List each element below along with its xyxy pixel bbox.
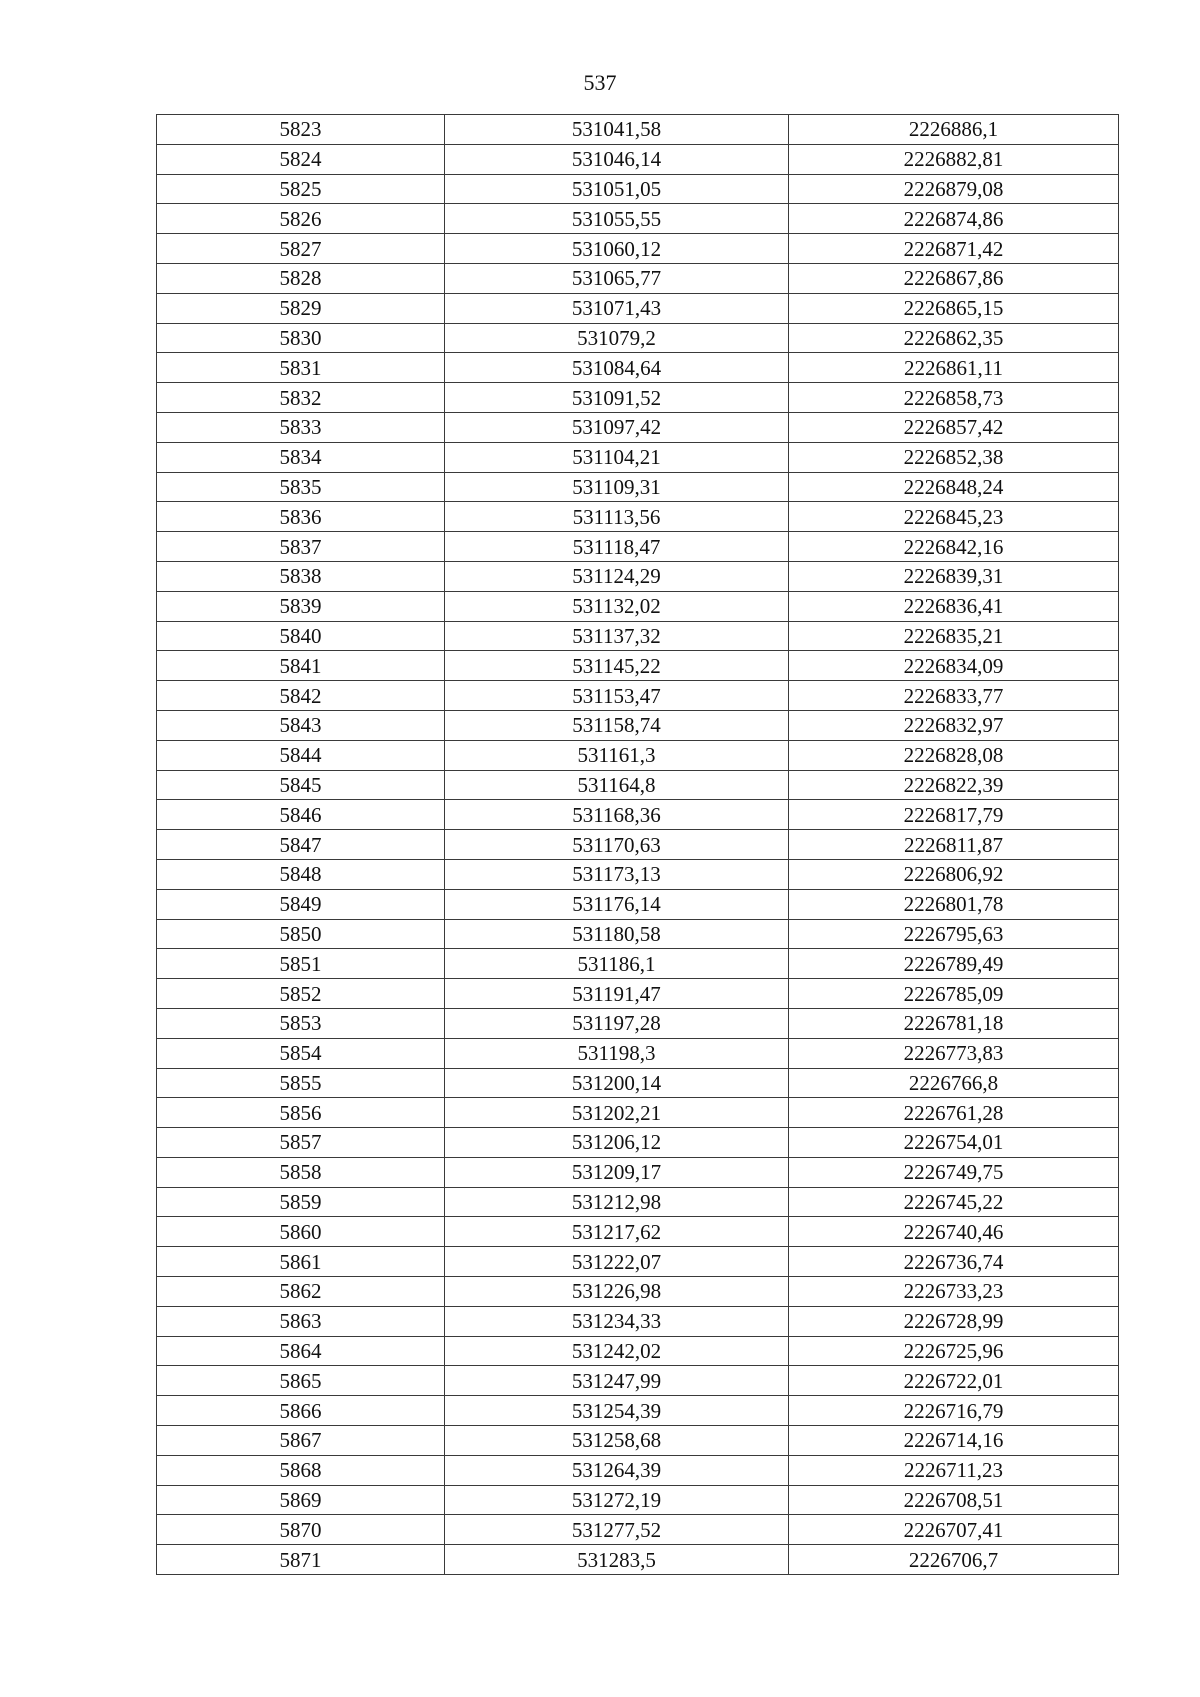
table-row [157, 1545, 1119, 1575]
table-row [157, 621, 1119, 651]
x-coordinate-cell: 531164,8 [445, 770, 789, 800]
x-coordinate-cell: 531170,63 [445, 830, 789, 860]
table-row [157, 1396, 1119, 1426]
table-row [157, 323, 1119, 353]
table-row [157, 1515, 1119, 1545]
x-coordinate-cell: 531173,13 [445, 859, 789, 889]
point-number-cell: 5840 [157, 621, 445, 651]
point-number-cell: 5849 [157, 889, 445, 919]
x-coordinate-cell: 531055,55 [445, 204, 789, 234]
table-row [157, 1217, 1119, 1247]
y-coordinate-cell: 2226817,79 [789, 800, 1119, 830]
point-number-cell: 5853 [157, 1008, 445, 1038]
table-row [157, 1336, 1119, 1366]
table-row [157, 532, 1119, 562]
point-number-cell: 5848 [157, 859, 445, 889]
x-coordinate-cell: 531041,58 [445, 115, 789, 145]
y-coordinate-cell: 2226711,23 [789, 1455, 1119, 1485]
x-coordinate-cell: 531209,17 [445, 1157, 789, 1187]
x-coordinate-cell: 531197,28 [445, 1008, 789, 1038]
x-coordinate-cell: 531109,31 [445, 472, 789, 502]
x-coordinate-cell: 531264,39 [445, 1455, 789, 1485]
point-number-cell: 5863 [157, 1306, 445, 1336]
y-coordinate-cell: 2226761,28 [789, 1098, 1119, 1128]
point-number-cell: 5847 [157, 830, 445, 860]
point-number-cell: 5839 [157, 591, 445, 621]
point-number-cell: 5860 [157, 1217, 445, 1247]
table-row [157, 1128, 1119, 1158]
table-row [157, 800, 1119, 830]
x-coordinate-cell: 531161,3 [445, 740, 789, 770]
x-coordinate-cell: 531272,19 [445, 1485, 789, 1515]
y-coordinate-cell: 2226716,79 [789, 1396, 1119, 1426]
table-row [157, 651, 1119, 681]
point-number-cell: 5861 [157, 1247, 445, 1277]
y-coordinate-cell: 2226728,99 [789, 1306, 1119, 1336]
table-row [157, 1247, 1119, 1277]
point-number-cell: 5841 [157, 651, 445, 681]
point-number-cell: 5855 [157, 1068, 445, 1098]
x-coordinate-cell: 531145,22 [445, 651, 789, 681]
x-coordinate-cell: 531168,36 [445, 800, 789, 830]
y-coordinate-cell: 2226861,11 [789, 353, 1119, 383]
point-number-cell: 5824 [157, 144, 445, 174]
point-number-cell: 5864 [157, 1336, 445, 1366]
x-coordinate-cell: 531277,52 [445, 1515, 789, 1545]
y-coordinate-cell: 2226828,08 [789, 740, 1119, 770]
y-coordinate-cell: 2226708,51 [789, 1485, 1119, 1515]
x-coordinate-cell: 531097,42 [445, 412, 789, 442]
table-row [157, 1485, 1119, 1515]
x-coordinate-cell: 531198,3 [445, 1038, 789, 1068]
table-row [157, 353, 1119, 383]
x-coordinate-cell: 531158,74 [445, 710, 789, 740]
x-coordinate-cell: 531071,43 [445, 293, 789, 323]
point-number-cell: 5838 [157, 561, 445, 591]
point-number-cell: 5833 [157, 412, 445, 442]
table-row [157, 710, 1119, 740]
point-number-cell: 5837 [157, 532, 445, 562]
y-coordinate-cell: 2226785,09 [789, 979, 1119, 1009]
table-row [157, 1038, 1119, 1068]
table-row [157, 263, 1119, 293]
x-coordinate-cell: 531247,99 [445, 1366, 789, 1396]
point-number-cell: 5869 [157, 1485, 445, 1515]
y-coordinate-cell: 2226789,49 [789, 949, 1119, 979]
point-number-cell: 5832 [157, 383, 445, 413]
y-coordinate-cell: 2226733,23 [789, 1277, 1119, 1307]
y-coordinate-cell: 2226706,7 [789, 1545, 1119, 1575]
point-number-cell: 5835 [157, 472, 445, 502]
y-coordinate-cell: 2226839,31 [789, 561, 1119, 591]
x-coordinate-cell: 531222,07 [445, 1247, 789, 1277]
table-row [157, 383, 1119, 413]
y-coordinate-cell: 2226736,74 [789, 1247, 1119, 1277]
y-coordinate-cell: 2226874,86 [789, 204, 1119, 234]
point-number-cell: 5858 [157, 1157, 445, 1187]
x-coordinate-cell: 531060,12 [445, 234, 789, 264]
point-number-cell: 5823 [157, 115, 445, 145]
table-row [157, 1098, 1119, 1128]
point-number-cell: 5830 [157, 323, 445, 353]
y-coordinate-cell: 2226835,21 [789, 621, 1119, 651]
page-number: 537 [583, 70, 617, 95]
y-coordinate-cell: 2226749,75 [789, 1157, 1119, 1187]
point-number-cell: 5843 [157, 710, 445, 740]
x-coordinate-cell: 531234,33 [445, 1306, 789, 1336]
x-coordinate-cell: 531137,32 [445, 621, 789, 651]
point-number-cell: 5828 [157, 263, 445, 293]
y-coordinate-cell: 2226725,96 [789, 1336, 1119, 1366]
x-coordinate-cell: 531065,77 [445, 263, 789, 293]
coordinates-table [156, 114, 1119, 1575]
table-row [157, 412, 1119, 442]
point-number-cell: 5866 [157, 1396, 445, 1426]
x-coordinate-cell: 531104,21 [445, 442, 789, 472]
y-coordinate-cell: 2226754,01 [789, 1128, 1119, 1158]
point-number-cell: 5844 [157, 740, 445, 770]
y-coordinate-cell: 2226858,73 [789, 383, 1119, 413]
point-number-cell: 5865 [157, 1366, 445, 1396]
table-row [157, 740, 1119, 770]
point-number-cell: 5850 [157, 919, 445, 949]
y-coordinate-cell: 2226795,63 [789, 919, 1119, 949]
x-coordinate-cell: 531254,39 [445, 1396, 789, 1426]
y-coordinate-cell: 2226832,97 [789, 710, 1119, 740]
point-number-cell: 5870 [157, 1515, 445, 1545]
y-coordinate-cell: 2226886,1 [789, 115, 1119, 145]
table-body [157, 115, 1119, 1575]
table-row [157, 770, 1119, 800]
y-coordinate-cell: 2226871,42 [789, 234, 1119, 264]
table-row [157, 1306, 1119, 1336]
y-coordinate-cell: 2226882,81 [789, 144, 1119, 174]
table-row [157, 472, 1119, 502]
table-row [157, 234, 1119, 264]
point-number-cell: 5831 [157, 353, 445, 383]
y-coordinate-cell: 2226867,86 [789, 263, 1119, 293]
x-coordinate-cell: 531212,98 [445, 1187, 789, 1217]
table-row [157, 1455, 1119, 1485]
point-number-cell: 5825 [157, 174, 445, 204]
table-row [157, 1187, 1119, 1217]
x-coordinate-cell: 531113,56 [445, 502, 789, 532]
y-coordinate-cell: 2226714,16 [789, 1426, 1119, 1456]
point-number-cell: 5851 [157, 949, 445, 979]
x-coordinate-cell: 531153,47 [445, 681, 789, 711]
point-number-cell: 5862 [157, 1277, 445, 1307]
point-number-cell: 5829 [157, 293, 445, 323]
x-coordinate-cell: 531242,02 [445, 1336, 789, 1366]
y-coordinate-cell: 2226833,77 [789, 681, 1119, 711]
y-coordinate-cell: 2226879,08 [789, 174, 1119, 204]
y-coordinate-cell: 2226852,38 [789, 442, 1119, 472]
table-row [157, 442, 1119, 472]
point-number-cell: 5859 [157, 1187, 445, 1217]
table-row [157, 591, 1119, 621]
table-row [157, 859, 1119, 889]
table-row [157, 561, 1119, 591]
table-row [157, 830, 1119, 860]
x-coordinate-cell: 531118,47 [445, 532, 789, 562]
x-coordinate-cell: 531283,5 [445, 1545, 789, 1575]
point-number-cell: 5827 [157, 234, 445, 264]
point-number-cell: 5871 [157, 1545, 445, 1575]
y-coordinate-cell: 2226857,42 [789, 412, 1119, 442]
y-coordinate-cell: 2226834,09 [789, 651, 1119, 681]
x-coordinate-cell: 531180,58 [445, 919, 789, 949]
table-row [157, 949, 1119, 979]
y-coordinate-cell: 2226836,41 [789, 591, 1119, 621]
x-coordinate-cell: 531091,52 [445, 383, 789, 413]
table-row [157, 1426, 1119, 1456]
y-coordinate-cell: 2226862,35 [789, 323, 1119, 353]
y-coordinate-cell: 2226811,87 [789, 830, 1119, 860]
y-coordinate-cell: 2226865,15 [789, 293, 1119, 323]
y-coordinate-cell: 2226707,41 [789, 1515, 1119, 1545]
x-coordinate-cell: 531079,2 [445, 323, 789, 353]
table-row [157, 681, 1119, 711]
x-coordinate-cell: 531226,98 [445, 1277, 789, 1307]
table-row [157, 919, 1119, 949]
table-row [157, 1157, 1119, 1187]
table-row [157, 1366, 1119, 1396]
point-number-cell: 5854 [157, 1038, 445, 1068]
y-coordinate-cell: 2226781,18 [789, 1008, 1119, 1038]
table-row [157, 889, 1119, 919]
table-row [157, 502, 1119, 532]
x-coordinate-cell: 531191,47 [445, 979, 789, 1009]
y-coordinate-cell: 2226806,92 [789, 859, 1119, 889]
table-row [157, 144, 1119, 174]
y-coordinate-cell: 2226740,46 [789, 1217, 1119, 1247]
point-number-cell: 5836 [157, 502, 445, 532]
x-coordinate-cell: 531124,29 [445, 561, 789, 591]
x-coordinate-cell: 531046,14 [445, 144, 789, 174]
y-coordinate-cell: 2226722,01 [789, 1366, 1119, 1396]
table-row [157, 979, 1119, 1009]
point-number-cell: 5868 [157, 1455, 445, 1485]
y-coordinate-cell: 2226745,22 [789, 1187, 1119, 1217]
point-number-cell: 5826 [157, 204, 445, 234]
y-coordinate-cell: 2226845,23 [789, 502, 1119, 532]
point-number-cell: 5867 [157, 1426, 445, 1456]
table-row [157, 1068, 1119, 1098]
x-coordinate-cell: 531258,68 [445, 1426, 789, 1456]
table-row [157, 1008, 1119, 1038]
point-number-cell: 5842 [157, 681, 445, 711]
x-coordinate-cell: 531176,14 [445, 889, 789, 919]
table-row [157, 293, 1119, 323]
x-coordinate-cell: 531200,14 [445, 1068, 789, 1098]
x-coordinate-cell: 531132,02 [445, 591, 789, 621]
x-coordinate-cell: 531051,05 [445, 174, 789, 204]
y-coordinate-cell: 2226848,24 [789, 472, 1119, 502]
x-coordinate-cell: 531206,12 [445, 1128, 789, 1158]
x-coordinate-cell: 531217,62 [445, 1217, 789, 1247]
table-row [157, 174, 1119, 204]
y-coordinate-cell: 2226773,83 [789, 1038, 1119, 1068]
table-row [157, 1277, 1119, 1307]
y-coordinate-cell: 2226766,8 [789, 1068, 1119, 1098]
table-row [157, 204, 1119, 234]
x-coordinate-cell: 531202,21 [445, 1098, 789, 1128]
point-number-cell: 5856 [157, 1098, 445, 1128]
point-number-cell: 5845 [157, 770, 445, 800]
table-row [157, 115, 1119, 145]
y-coordinate-cell: 2226842,16 [789, 532, 1119, 562]
x-coordinate-cell: 531186,1 [445, 949, 789, 979]
point-number-cell: 5834 [157, 442, 445, 472]
y-coordinate-cell: 2226801,78 [789, 889, 1119, 919]
point-number-cell: 5852 [157, 979, 445, 1009]
point-number-cell: 5846 [157, 800, 445, 830]
x-coordinate-cell: 531084,64 [445, 353, 789, 383]
point-number-cell: 5857 [157, 1128, 445, 1158]
y-coordinate-cell: 2226822,39 [789, 770, 1119, 800]
